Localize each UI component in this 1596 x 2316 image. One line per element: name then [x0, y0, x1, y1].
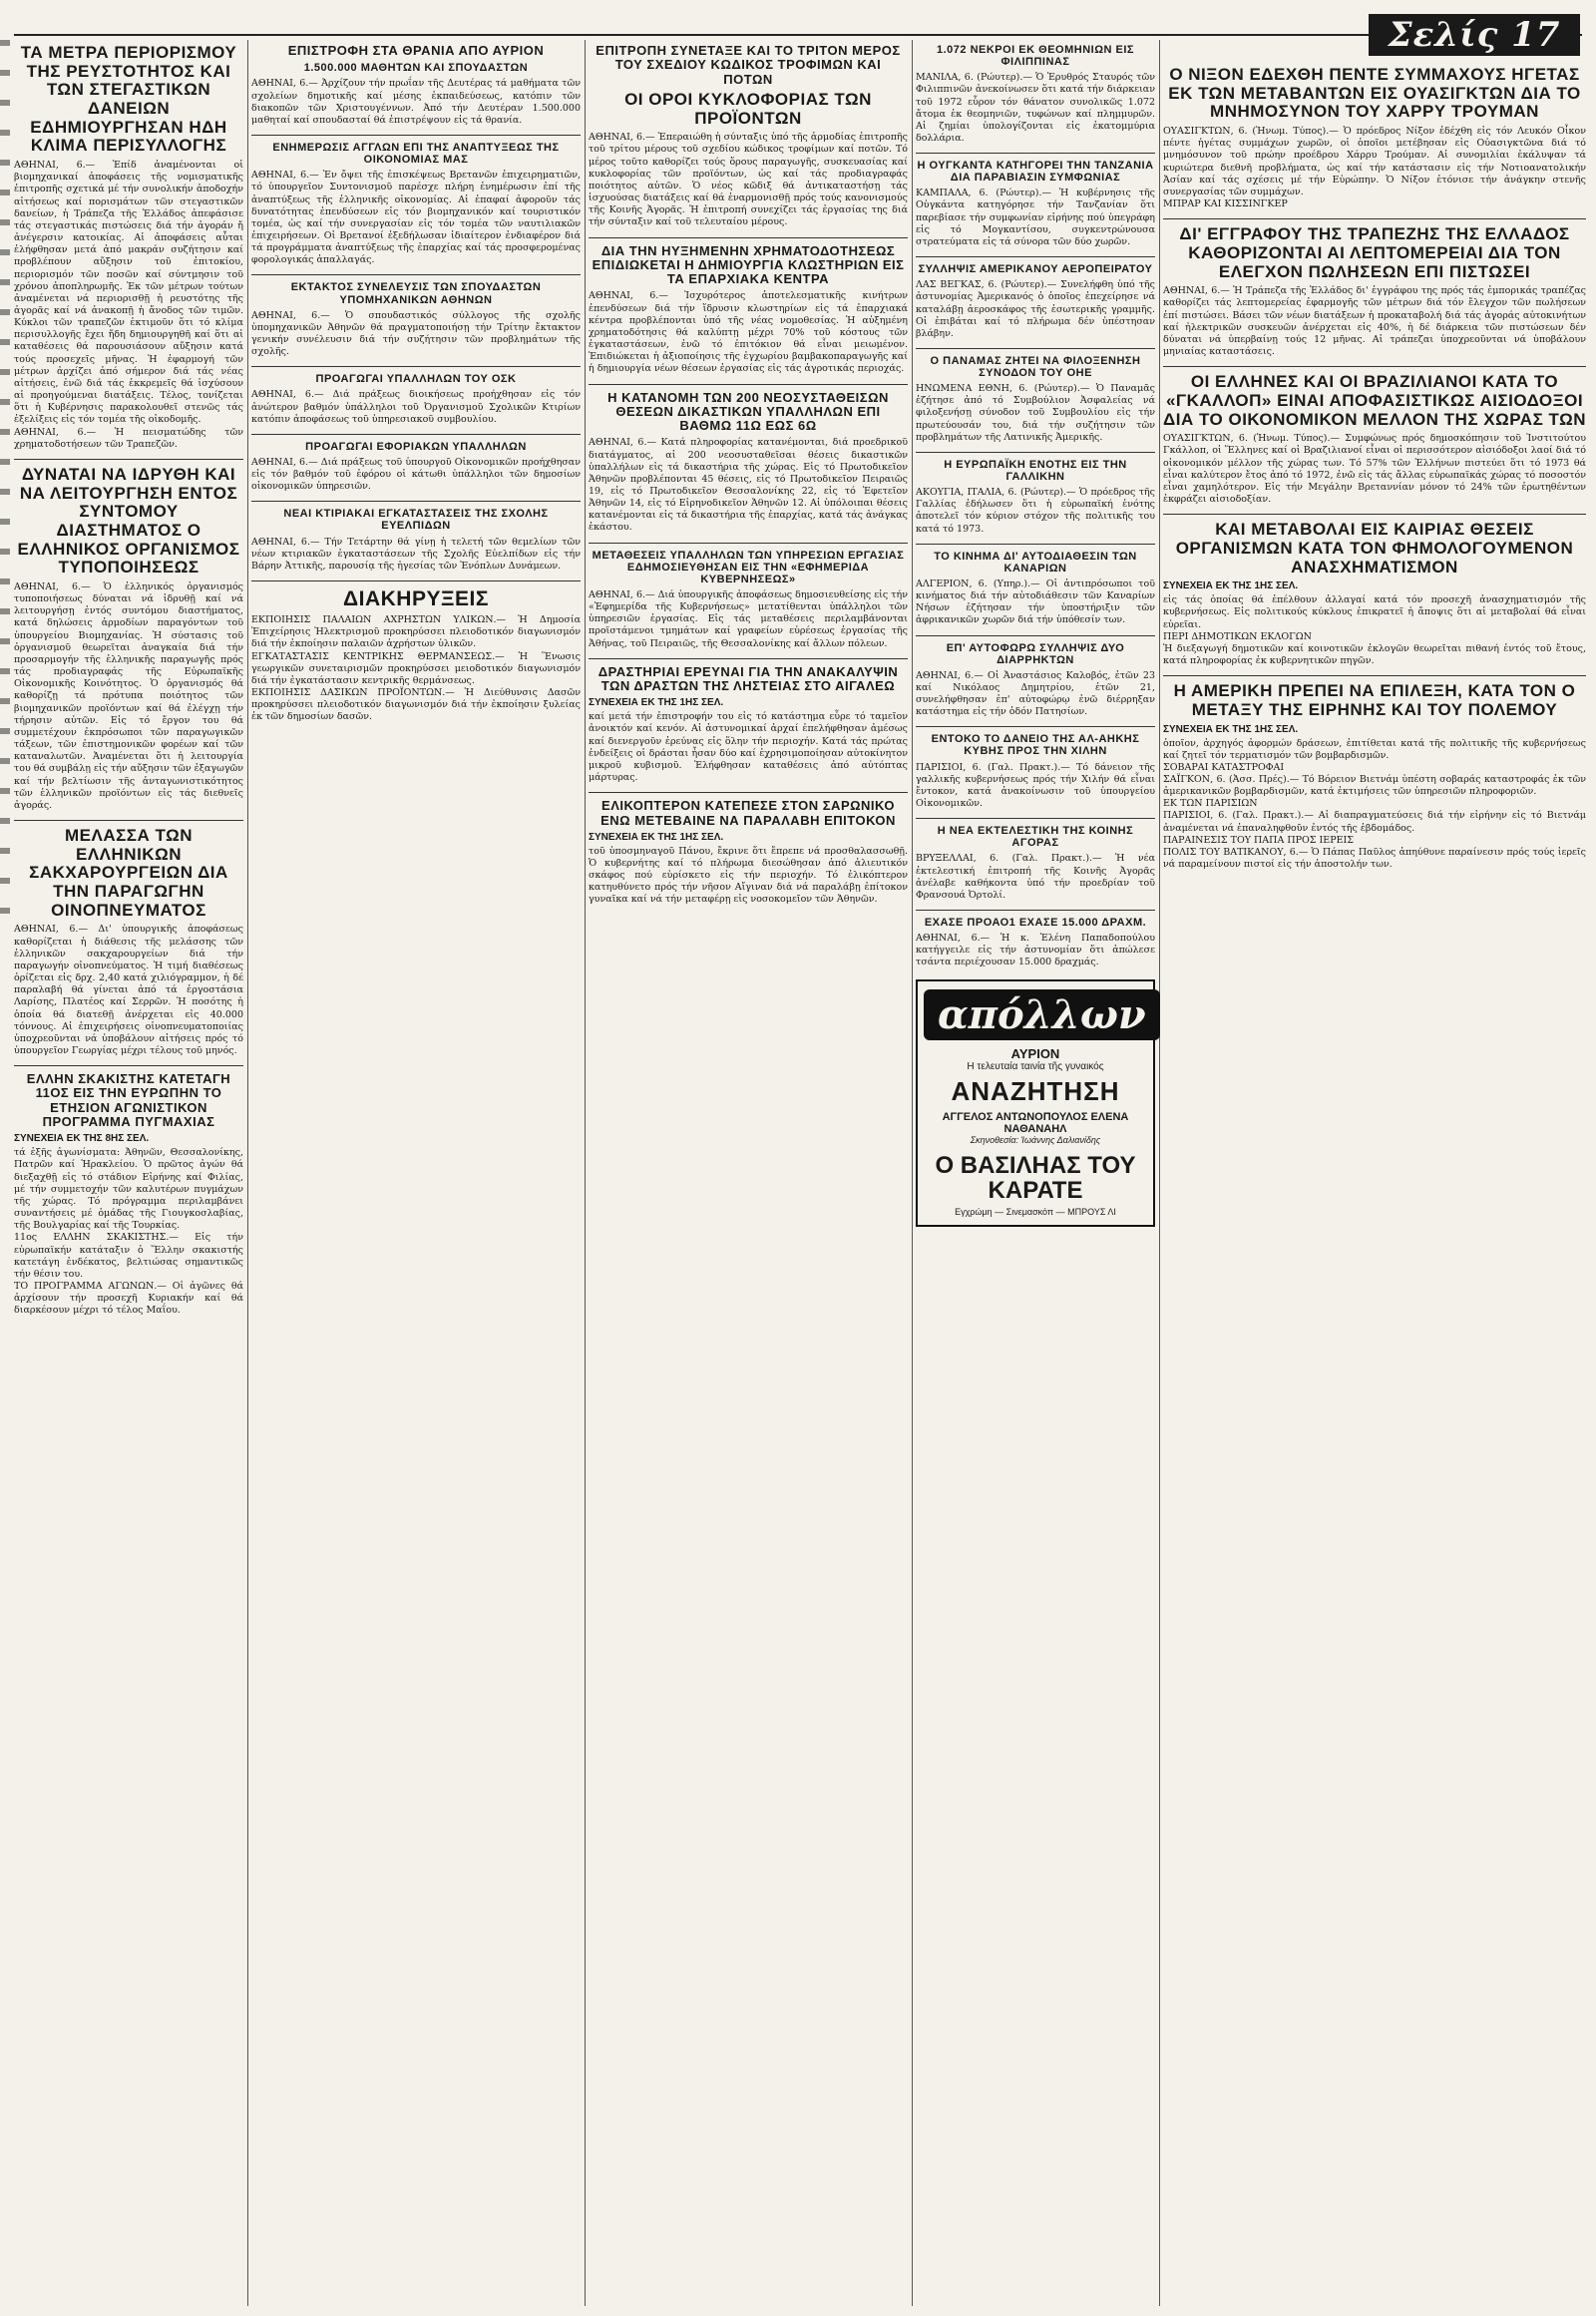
article-subhead: ΟΙ ΟΡΟΙ ΚΥΚΛΟΦΟΡΙΑΣ ΤΩΝ ΠΡΟΪΟΝΤΩΝ [624, 89, 872, 128]
article-headline: ΕΝΗΜΕΡΩΣΙΣ ΑΓΓΛΩΝ ΕΠΙ ΤΗΣ ΑΝΑΠΤΥΞΕΩΣ ΤΗΣ ΟΙΚΟΝΟΜΙΑΣ ΜΑΣ [272, 142, 560, 167]
article-headline: ΤΟ ΚΙΝΗΜΑ ΔΙ' ΑΥΤΟΔΙΑΘΕΣΙΝ ΤΩΝ ΚΑΝΑΡΙΩΝ [934, 550, 1137, 575]
article-credit-sales [1163, 224, 1590, 358]
ad-second-film-title: Ο ΒΑΣΙΛΗΑΣ ΤΟΥ ΚΑΡΑΤΕ [935, 1151, 1136, 1204]
article-hijacker [916, 263, 1159, 340]
article-america-choice [1163, 682, 1586, 871]
article-body: ΚΑΜΠΑΛΑ, 6. (Ρώυτερ).— Ἡ κυβέρνησις τῆς Οὐγκάντα κατηγόρησε τήν Τανζανίαν ὅτι παρεβίασε τήν συμφωνίαν εἰρήνης πού ὑπεγράφη εἰς τό Μογκαντίσου, συγκεντρώνουσα στρατεύματα εἰς τά σύνορα τῶν δύο χωρῶν. [916, 188, 1159, 247]
article-headline: ΕΝΤΟΚΟ ΤΟ ΔΑΝΕΙΟ ΤΗΣ ΑΛ-ΑΗΚΗΣ ΚΥΒΗΣ ΠΡΟΣ ΤΗΝ ΧΙΛΗΝ [931, 733, 1140, 758]
ad-tagline: Η τελευταία ταινία τῆς γυναικός [967, 1060, 1104, 1072]
article-body: ΑΚΟΥΓΙΑ, ΙΤΑΛΙΑ, 6. (Ρώυτερ).— Ὁ πρόεδρος τῆς Γαλλίας ἐδήλωσεν ὅτι ἡ εὐρωπαϊκή ἑνότης ἀποτελεῖ τόν κύριον στόχον τῆς πολιτικῆς του κατά τό 1973. [916, 487, 1159, 535]
divider [251, 580, 581, 581]
continuation-label: ΣΥΝΕΧΕΙΑ ΕΚ ΤΗΣ 8ΗΣ ΣΕΛ. [14, 1133, 150, 1145]
article-burglars [916, 641, 1159, 719]
article-headline: ΕΠ' ΑΥΤΟΦΩΡΩ ΣΥΛΛΗΨΙΣ ΔΥΟ ΔΙΑΡΡΗΚΤΩΝ [946, 641, 1125, 666]
article-body: ΠΑΡΙΣΙΟΙ, 6. (Γαλ. Πρακτ.).— Τό δάνειον τῆς γαλλικῆς κυβερνήσεως πρός τήν Χιλήν θά εἶναι ἔντοκον, κατά ἀνακοίνωσιν τοῦ ὑπουργείου Οἰκονομικῶν. [916, 761, 1159, 810]
article-headline: Η ΕΥΡΩΠΑΪΚΗ ΕΝΟΤΗΣ ΕΙΣ ΤΗΝ ΓΑΛΛΙΚΗΝ [944, 458, 1127, 484]
masthead-spacer [1163, 40, 1586, 62]
article-european-unity [916, 458, 1159, 536]
article-body: ΜΑΝΙΛΑ, 6. (Ρώυτερ).— Ὁ Ἐρυθρός Σταυρός τῶν Φιλιππινῶν ἀνεκοίνωσεν ὅτι κατά τήν διάρκειαν τοῦ 1972 εὗρον τόν θάνατον συνολικῶς 1.072 ἄτομα ἐκ θεομηνιῶν, τυφώνων καί πλημμυρῶν. Αἱ ζημίαι ὑπολογίζονται εἰς ἑκατομμύρια δολλάρια. [916, 72, 1159, 144]
column-2 [251, 40, 585, 2306]
article-body: ὁποῖον, ἀρχηγός ἀφορμών δράσεων, ἐπιτίθεται κατά τῆς πολιτικῆς τῆς κυβερνήσεως καί ζητεῖ τόν τερματισμόν τῶν βομβαρδισμῶν. ΣΟΒΑΡΑΙ ΚΑΤΑΣΤΡΟΦΑΙ ΣΑΪΓΚΟΝ, 6. (Ἀσσ. Πρές).— Τό Βόρειον Βιετνάμ ὑπέστη σοβαράς καταστροφάς ἐκ τῶν ἀμερικανικῶν βομβαρδισμῶν, κατά ἐκτιμήσεις τῶν ὑπηρεσιῶν πληροφοριῶν. ΕΚ ΤΩΝ ΠΑΡΙΣΙΩΝ ΠΑΡΙΣΙΟΙ, 6. (Γαλ. Πρακτ.).— Αἱ διαπραγματεύσεις διά τήν εἰρήνην εἰς τό Βιετνάμ ἀναμένεται νά ἐπαναληφθοῦν ἐντός τῆς ἑβδομάδος. ΠΑΡΑΙΝΕΣΙΣ ΤΟΥ ΠΑΠΑ ΠΡΟΣ ΙΕΡΕΙΣ ΠΟΛΙΣ ΤΟΥ ΒΑΤΙΚΑΝΟΥ, 6.— Ὁ Πάπας Παῦλος ἀπηύθυνε παραίνεσιν πρός τούς ἱερεῖς νά παραμείνουν πιστοί εἰς τήν ἀποστολήν των. [1163, 737, 1586, 871]
article-body: τά ἑξῆς ἀγωνίσματα: Ἀθηνῶν, Θεσσαλονίκης, Πατρῶν καί Ἡρακλείου. Ὁ πρῶτος ἀγών θά διεξαχθῇ εἰς τό στάδιον Εἰρήνης καί Φιλίας, μέ τήν συμμετοχήν τῶν καλυτέρων πυγμάχων τῆς χώρας. Τό πρόγραμμα περιλαμβάνει συναντήσεις μέ ὁμάδας τῆς Γιουγκοσλαβίας, τῆς Βουλγαρίας καί τῆς Τουρκίας. 11ος ΕΛΛΗΝ ΣΚΑΚΙΣΤΗΣ.— Εἰς τήν εὐρωπαϊκήν κατάταξιν ὁ Ἕλλην σκακιστής κατετάγη ἑνδέκατος, βελτιώσας σημαντικῶς τήν θέσιν του. ΤΟ ΠΡΟΓΡΑΜΜΑ ΑΓΩΝΩΝ.— Οἱ ἀγῶνες θά ἀρχίσουν τήν προσεχῆ Κυριακήν καί θά διαρκέσουν μέχρι τό τέλος Μαΐου. [14, 1147, 243, 1317]
divider [1163, 366, 1586, 367]
article-body: ΑΘΗΝΑΙ, 6.— Ἀρχίζουν τήν πρωΐαν τῆς Δευτέρας τά μαθήματα τῶν σχολείων δημοτικῆς καί μέσης ἐκπαιδεύσεως, κατόπιν τῶν διακοπῶν τῶν Χριστουγέννων. Ἀπό τήν Δευτέραν 1.500.000 μαθηταί καί σπουδασταί θά ἐπιστρέψουν εἰς τά θρανία. [251, 78, 585, 126]
article-body: ΟΥΑΣΙΓΚΤΩΝ, 6. (Ἡνωμ. Τύπος).— Ὁ πρόεδρος Νίξον ἐδέχθη εἰς τόν Λευκόν Οἶκον πέντε ἡγέτας συμμάχων χωρῶν, οἱ ὁποῖοι μετέβησαν εἰς Οὐασιγκτῶνα διά τό μνημόσυνον τοῦ πρώην προέδρου Χάρρυ Τρούμαν. Αἱ συνομιλίαι ἐκάλυψαν τά κυριώτερα διεθνῆ προβλήματα, ὡς καί τήν κατάστασιν εἰς τήν Νοτιοανατολικήν Ἀσίαν καί τάς σχέσεις μέ τήν Εὐρώπην. Ὁ Νίξον ἐτόνισε τήν ἀνάγκην στενῆς συνεργασίας τῶν συμμάχων. ΜΠΡΑΡ ΚΑΙ ΚΙΣΣΙΝΓΚΕΡ [1163, 126, 1586, 209]
article-body: καί μετά τήν ἐπιστροφήν του εἰς τό κατάστημα εὗρε τό ταμεῖον ἀνοικτόν καί κενόν. Αἱ ἀστυνομικαί ἀρχαί ἐπελήφθησαν ἀμέσως καί διενεργοῦν ἐρεύνας εἰς ὅλην τήν περιοχήν. Κατά τάς πρώτας ἐνδείξεις οἱ δράσται ἦσαν δύο καί ἐχρησιμοποίησαν αὐτοκίνητον μικροῦ κυβισμοῦ. Ἐλήφθησαν καταθέσεις ἀπό αὐτόπτας μάρτυρας. [589, 711, 912, 784]
column-divider [247, 40, 248, 2306]
article-helicopter [589, 798, 912, 906]
article-tax-promotions [251, 440, 585, 494]
article-body: ΑΘΗΝΑΙ, 6.— Ἐπίδ ἀναμένονται οἱ βιομηχανικαί ἀποφάσεις τῆς νομισματικῆς ἐπιτροπῆς σχετικά μέ τήν συνολικήν ἀποδοχήν αἰτήσεως καί πορισμάτων τῶν στεγαστικῶν δανείων, ἡ Τράπεζα τῆς Ἑλλάδος ἀπεφάσισε τάς στεγαστικάς πιστώσεις διά τήν ἀγοράν ἤ ἀνέγερσιν κατοικίας. Αἱ ἀποφάσεις αὗται ἐλήφθησαν μετά ἀπό μακράν συζήτησιν καί προβλέπουν αὔξησιν τοῦ ἐπιτοκίου, περιορισμόν τῶν ποσῶν καί σύντμησιν τοῦ χρόνου ἀποπληρωμῆς. Ἐκ τῶν μέτρων τούτων ἀναμένεται νά περιορισθῇ ἡ ρευστότης τῆς ἀγορᾶς καί νά ἀνακοπῇ ἡ ἄνοδος τῶν τιμῶν. Κύκλοι τῶν τραπεζῶν ἐκτιμοῦν ὅτι τό κλίμα περισυλλογῆς ἔχει ἤδη δημιουργηθῆ καί ὅτι αἱ καταθέσεις θά παρουσιάσουν αὔξησιν κατά τούς προσεχεῖς μῆνας. Ἡ ἐφαρμογή τῶν μέτρων ἀρχίζει ἀπό σήμερον διά τάς νέας αἰτήσεις, ἐνῶ διά τάς ἐκκρεμεῖς θά ἰσχύσουν αἱ προηγούμεναι διατάξεις. Τέλος, τονίζεται ὅτι ἡ Κυβέρνησις παρακολουθεῖ στενῶς τάς ἐξελίξεις εἰς τόν τομέα τῆς οἰκοδομῆς. ΑΘΗΝΑΙ, 6.— Ἡ πεισματώδης τῶν χρηματοδοτήσεων τῶν Τραπεζῶν. [14, 160, 243, 450]
page-number-masthead: Σελίς 17 [1369, 14, 1580, 56]
article-headline: ΕΛΙΚΟΠΤΕΡΟΝ ΚΑΤΕΠΕΣΕ ΣΤΟΝ ΣΑΡΩΝΙΚΟ ΕΝΩ ΜΕΤΕΒΑΙΝΕ ΝΑ ΠΑΡΑΛΑΒΗ ΕΠΙΤΟΚΟΝ [600, 798, 896, 828]
article-liquidity-measures [14, 44, 243, 451]
article-body: ΑΘΗΝΑΙ, 6.— Κατά πληροφορίας κατανέμονται, διά προεδρικοῦ διατάγματος, αἱ 200 νεοσυσταθεῖσαι θέσεις δικαστικῶν ὑπαλλήλων εἰς τά δικαστήρια τῆς χώρας. Εἰς τό Πρωτοδικεῖον Ἀθηνῶν προβλέπονται 45 θέσεις, εἰς τό Πρωτοδικεῖον Πειραιῶς 19, εἰς τό Πρωτοδικεῖον Θεσσαλονίκης 22, εἰς τό Ἐφετεῖον Ἀθηνῶν 14, εἰς τό Εἰρηνοδικεῖον Ἀθηνῶν 12. Αἱ ὑπόλοιπαι θέσεις κατανέμονται εἰς τά δικαστήρια τῆς ἐπαρχίας, κατά τάς ἀνάγκας ἑκάστου. [589, 437, 912, 534]
continuation-label: ΣΥΝΕΧΕΙΑ ΕΚ ΤΗΣ 1ΗΣ ΣΕΛ. [1163, 580, 1299, 592]
divider [251, 366, 581, 367]
article-headline: ΝΕΑΙ ΚΤΙΡΙΑΚΑΙ ΕΓΚΑΤΑΣΤΑΣΕΙΣ ΤΗΣ ΣΧΟΛΗΣ ΕΥΕΛΠΙΔΩΝ [283, 508, 549, 533]
article-body: τοῦ ὑποσμηναγοῦ Πάνου, ἔκρινε ὅτι ἔπρεπε νά προσθαλασσωθῇ. Ὁ κυβερνήτης καί τό πλήρωμα διεσώθησαν ἀπό ἁλιευτικόν σκάφος πού εὑρίσκετο εἰς τήν περιοχήν. Τό ἐλικόπτερον κατηυθύνετο πρός τήν νῆσον Αἴγιναν διά νά παραλάβῃ ἐπίτοκον γυναῖκα καί νά τήν μεταφέρῃ εἰς νοσοκομεῖον τῶν Ἀθηνῶν. [589, 845, 912, 906]
article-osk-promotions [251, 373, 585, 426]
column-divider [1159, 40, 1160, 2306]
article-headline: ΕΛΛΗΝ ΣΚΑΚΙΣΤΗΣ ΚΑΤΕΤΑΓΗ 11ΟΣ ΕΙΣ ΤΗΝ ΕΥΡΩΠΗΝ ΤΟ ΕΤΗΣΙΟΝ ΑΓΩΝΙΣΤΙΚΟΝ ΠΡΟΓΡΑΜΜΑ ΠΥΓΜΑΧΙΑΣ [26, 1071, 231, 1130]
divider [589, 658, 908, 659]
article-headline: ΜΕΛΑΣΣΑ ΤΩΝ ΕΛΛΗΝΙΚΩΝ ΣΑΚΧΑΡΟΥΡΓΕΙΩΝ ΔΙΑ ΤΗΝ ΠΑΡΑΓΩΓΗΝ ΟΙΝΟΠΝΕΥΜΑΤΟΣ [29, 825, 228, 920]
article-subhead: 1.500.000 ΜΑΘΗΤΩΝ ΚΑΙ ΣΠΟΥΔΑΣΤΩΝ [303, 62, 529, 75]
article-headline: ΔΥΝΑΤΑΙ ΝΑ ΙΔΡΥΘΗ ΚΑΙ ΝΑ ΛΕΙΤΟΥΡΓΗΣΗ ΕΝΤΟΣ ΣΥΝΤΟΜΟΥ ΔΙΑΣΤΗΜΑΤΟΣ Ο ΕΛΛΗΝΙΚΟΣ ΟΡΓΑΝΙΣΜΟΣ ΤΥΠΟΠΟΙΗΣΕΩΣ [17, 464, 240, 578]
article-back-to-school [251, 43, 585, 127]
article-body: ΟΥΑΣΙΓΚΤΩΝ, 6. (Ἡνωμ. Τύπος).— Συμφώνως πρός δημοσκόπησιν τοῦ Ἰνστιτούτου Γκάλλοπ, οἱ Ἕλληνες καί οἱ Βραζιλιανοί εἶναι οἱ περισσότερον αἰσιόδοξοι λαοί διά τό οἰκονομικόν μέλλον τῆς χώρας των. Τό 57% τῶν Ἑλλήνων πιστεύει ὅτι τό 1973 θά εἶναι καλύτερον ἔτος ἀπό τό 1972, ἐνῶ εἰς τάς ἄλλας εὐρωπαϊκάς χώρας τό ποσοστόν εἶναι χαμηλότερον. Εἰς τήν Μεγάλην Βρεταννίαν μόνον τό 24% τῶν ἐρωτηθέντων ἐκφράζει αἰσιοδοξίαν. [1163, 433, 1590, 505]
page-edge-binding [0, 40, 10, 938]
article-headline: Η ΝΕΑ ΕΚΤΕΛΕΣΤΙΚΗ ΤΗΣ ΚΟΙΝΗΣ ΑΓΟΡΑΣ [937, 825, 1134, 850]
article-body: ΑΘΗΝΑΙ, 6.— Διά ὑπουργικῆς ἀποφάσεως δημοσιευθείσης εἰς τήν «Ἐφημερίδα τῆς Κυβερνήσεως» μετατίθενται ὑπάλληλοι τῶν ὑπηρεσιῶν ἐργασίας. Εἰς τάς μεταθέσεις περιλαμβάνονται προϊστάμενοι τμημάτων καί γραφείων εὑρέσεως ἐργασίας τῆς Ἀθήνας, τοῦ Πειραιῶς, τῆς Θεσσαλονίκης καί ἄλλων πόλεων. [589, 588, 912, 649]
article-common-market [916, 825, 1159, 902]
article-body: ΗΝΩΜΕΝΑ ΕΘΝΗ, 6. (Ρώυτερ).— Ὁ Παναμᾶς ἐζήτησε ἀπό τό Συμβούλιον Ἀσφαλείας νά φιλοξενήσῃ σύνοδον τοῦ Συμβουλίου εἰς τήν πρωτεύουσάν του, διά τήν συζήτησιν τῶν προβλημάτων τῆς Λατινικῆς Ἀμερικῆς. [916, 383, 1159, 443]
divider [916, 348, 1155, 349]
divider [916, 153, 1155, 154]
article-headline: 1.072 ΝΕΚΡΟΙ ΕΚ ΘΕΟΜΗΝΙΩΝ ΕΙΣ ΦΙΛΙΠΠΙΝΑΣ [936, 44, 1135, 69]
article-canaries [916, 550, 1159, 627]
article-standardization-org [14, 464, 247, 812]
article-robbery-aigaleo [589, 663, 912, 785]
apollon-logo: απόλλων [924, 989, 1160, 1040]
ad-director: Σκηνοθεσία: Ἰωάννης Δαλιανίδης [970, 1134, 1101, 1145]
cinema-advertisement [916, 979, 1155, 1227]
top-rule [14, 34, 1582, 36]
ad-film-title: ΑΝΑΖΗΤΗΣΗ [951, 1075, 1120, 1106]
column-3 [589, 40, 912, 2306]
article-body: ΑΘΗΝΑΙ, 6.— Οἱ Ἀναστάσιος Καλοβός, ἐτῶν 23 καί Νικόλαος Δημητρίου, ἐτῶν 21, συνελήφθησαν ἐπ' αὐτοφώρῳ ἐνῶ διέρρηξαν κατάστημα εἰς τήν ὁδόν Πατησίων. [916, 669, 1159, 718]
continuation-label: ΣΥΝΕΧΕΙΑ ΕΚ ΤΗΣ 1ΗΣ ΣΕΛ. [1163, 723, 1299, 735]
article-headline: ΠΡΟΑΓΩΓΑΙ ΕΦΟΡΙΑΚΩΝ ΥΠΑΛΛΗΛΩΝ [305, 440, 527, 453]
divider [251, 274, 581, 275]
article-reshuffle [1163, 521, 1586, 667]
divider [589, 792, 908, 793]
article-headline: ΤΑ ΜΕΤΡΑ ΠΕΡΙΟΡΙΣΜΟΥ ΤΗΣ ΡΕΥΣΤΟΤΗΤΟΣ ΚΑΙ ΤΩΝ ΣΤΕΓΑΣΤΙΚΩΝ ΔΑΝΕΙΩΝ ΕΔΗΜΙΟΥΡΓΗΣΑΝ ΗΔΗ ΚΛΙΜΑ ΠΕΡΙΣΥΛΛΟΓΗΣ [20, 43, 237, 156]
article-body: ΑΛΓΕΡΙΟΝ, 6. (Υπηρ.).— Οἱ ἀντιπρόσωποι τοῦ κινήματος διά τήν αὐτοδιάθεσιν τῶν Καναρίων Νήσων ἐζήτησαν τήν ὑποστήριξιν τῶν ἀφρικανικῶν χωρῶν διά τήν ὑπόθεσίν των. [916, 578, 1159, 626]
divider [916, 726, 1155, 727]
article-body: ΑΘΗΝΑΙ, 6.— Δι' ὑπουργικῆς ἀποφάσεως καθορίζεται ἡ διάθεσις τῆς μελάσσης τῶν ἑλληνικῶν σακχαρουργείων διά τήν παραγωγήν οἰνοπνεύματος. Ἡ τιμή διαθέσεως ὁρίζεται εἰς δρχ. 2,40 κατά χιλιόγραμμον, ἡ δέ παραλαβή θά γίνεται ἀπό τά ἐργοστάσια Λαρίσης, Πλατέος καί Σερρῶν. Ἡ ποσότης ἡ ὁποία θά διατεθῇ ἀνέρχεται εἰς 40.000 τόννους. Αἱ ἐπιχειρήσεις οἰνοπνευματοποιίας ὑποχρεοῦνται νά ὑποβάλουν αἰτήσεις πρός τό ὑπουργεῖον Γεωργίας μέχρι τέλους τοῦ μηνός. [14, 924, 247, 1056]
ad-date: ΑΥΡΙΟΝ [1010, 1045, 1060, 1061]
divider [251, 501, 581, 502]
article-body: εἰς τάς ὁποίας θά ἐπέλθουν ἀλλαγαί κατά τόν προσεχῆ ἀνασχηματισμόν τῆς κυβερνήσεως. Εἰς πολιτικούς κύκλους ἐπικρατεῖ ἡ ἄποψις ὅτι αἱ μεταβολαί θά εἶναι εὐρεῖαι. ΠΕΡΙ ΔΗΜΟΤΙΚΩΝ ΕΚΛΟΓΩΝ Ἡ διεξαγωγή δημοτικῶν καί κοινοτικῶν ἐκλογῶν θεωρεῖται πιθανή ἐντός τοῦ ἔτους, κατά πληροφορίας ἐκ κυβερνητικῶν πηγῶν. [1163, 594, 1586, 666]
article-headline: Η ΟΥΓΚΑΝΤΑ ΚΑΤΗΓΟΡΕΙ ΤΗΝ ΤΑΝΖΑΝΙΑ ΔΙΑ ΠΑΡΑΒΙΑΣΙΝ ΣΥΜΦΩΝΙΑΣ [917, 160, 1154, 185]
article-headline: ΜΕΤΑΘΕΣΕΙΣ ΥΠΑΛΛΗΛΩΝ ΤΩΝ ΥΠΗΡΕΣΙΩΝ ΕΡΓΑΣΙΑΣ ΕΔΗΜΟΣΙΕΥΘΗΣΑΝ ΕΙΣ ΤΗΝ «ΕΦΗΜΕΡΙΔΑ ΚΥΒΕΡΝΗΣΕΩΣ» [592, 549, 905, 585]
article-body: ΑΘΗΝΑΙ, 6.— Ἰσχυρότερος ἀποτελεσματικῆς κινήτρων ἐπενδύσεων διά τήν ἵδρυσιν κλωστηρίων εἰς τά ἐπαρχιακά κέντρα προβλέπονται ὑπό τῆς νέας νομοθεσίας. Ἡ αὐξημένη χρηματοδότησις θά καλύπτῃ μέχρι 70% τοῦ κόστους τῶν ἐγκαταστάσεων, ἐνῶ τό ἐπιτόκιον θά εἶναι μειωμένον. Ἐπιδιώκεται ἡ ἀξιοποίησις τῆς ἐγχωρίου βαμβακοπαραγωγῆς καί ἡ δημιουργία νέων θέσεων ἐργασίας εἰς τάς ἀγροτικάς περιοχάς. [589, 290, 912, 375]
article-court-employees [589, 389, 912, 535]
article-body: ΑΘΗΝΑΙ, 6.— Διά πράξεως τοῦ ὑπουργοῦ Οἰκονομικῶν προήχθησαν εἰς τόν βαθμόν τοῦ ἐφόρου οἱ κάτωθι ὑπάλληλοι τῶν δημοσίων οἰκονομικῶν ὑπηρεσιῶν. [251, 456, 585, 493]
article-headline: Η ΚΑΤΑΝΟΜΗ ΤΩΝ 200 ΝΕΟΣΥΣΤΑΘΕΙΣΩΝ ΘΕΣΕΩΝ ΔΙΚΑΣΤΙΚΩΝ ΥΠΑΛΛΗΛΩΝ ΕΠΙ ΒΑΘΜΩ 11Ω ΕΩΣ 6Ω [607, 389, 889, 434]
column-divider [912, 40, 913, 2306]
ad-cast: ΑΓΓΕΛΟΣ ΑΝΤΩΝΟΠΟΥΛΟΣ ΕΛΕΝΑ ΝΑΘΑΝΑΗΛ [942, 1110, 1129, 1135]
article-headline: ΔΡΑΣΤΗΡΙΑΙ ΕΡΕΥΝΑΙ ΓΙΑ ΤΗΝ ΑΝΑΚΑΛΥΨΙΝ ΤΩΝ ΔΡΑΣΤΩΝ ΤΗΣ ΛΗΣΤΕΙΑΣ ΣΤΟ ΑΙΓΑΛΕΩ [598, 663, 899, 693]
article-headline: ΣΥΛΛΗΨΙΣ ΑΜΕΡΙΚΑΝΟΥ ΑΕΡΟΠΕΙΡΑΤΟΥ [918, 263, 1153, 276]
article-lost-money [916, 917, 1159, 969]
article-body: ΕΚΠΟΙΗΣΙΣ ΠΑΛΑΙΩΝ ΑΧΡΗΣΤΩΝ ΥΛΙΚΩΝ.— Ἡ Δημοσία Ἐπιχείρησις Ἠλεκτρισμοῦ προκηρύσσει πλειοδοτικόν διαγωνισμόν διά τήν ἐκποίησιν παλαιῶν ἀχρήστων ὑλικῶν. ΕΓΚΑΤΑΣΤΑΣΙΣ ΚΕΝΤΡΙΚΗΣ ΘΕΡΜΑΝΣΕΩΣ.— Ἡ Ἕνωσις γεωργικῶν συνεταιρισμῶν προκηρύσσει μειοδοτικόν διαγωνισμόν διά τήν ἐγκατάστασιν κεντρικῆς θερμάνσεως. ΕΚΠΟΙΗΣΙΣ ΔΑΣΙΚΩΝ ΠΡΟΪΟΝΤΩΝ.— Ἡ Διεύθυνσις Δασῶν προκηρύσσει πλειοδοτικόν διαγωνισμόν διά τήν ἐκποίησιν ξυλείας ἐκ τῶν δημοσίων δασῶν. [251, 614, 581, 723]
column-1 [14, 40, 247, 2306]
continuation-label: ΣΥΝΕΧΕΙΑ ΕΚ ΤΗΣ 1ΗΣ ΣΕΛ. [589, 697, 724, 709]
continuation-label: ΣΥΝΕΧΕΙΑ ΕΚ ΤΗΣ 1ΗΣ ΣΕΛ. [589, 831, 724, 843]
divider [589, 237, 908, 238]
divider [916, 544, 1155, 545]
article-body: ΛΑΣ ΒΕΓΚΑΣ, 6. (Ρώυτερ).— Συνελήφθη ὑπό τῆς ἀστυνομίας Ἀμερικανός ὁ ὁποῖος ἐπεχείρησε νά καταλάβῃ ἀεροσκάφος τῆς ἐσωτερικῆς γραμμῆς. Οἱ ἐπιβάται καί τό πλήρωμα δέν ὑπέστησαν βλάβην. [916, 279, 1159, 339]
article-body: ΑΘΗΝΑΙ, 6.— Διά πράξεως διοικήσεως προήχθησαν εἰς τόν ἀνώτερον βαθμόν ὑπάλληλοι τοῦ Ὀργανισμοῦ Σχολικῶν Κτιρίων κατόπιν ἀποφάσεως τοῦ ὑπηρεσιακοῦ συμβουλίου. [251, 389, 585, 425]
article-gallup [1163, 372, 1590, 506]
divider [916, 452, 1155, 453]
divider [1163, 218, 1586, 219]
article-spinning-mills [589, 242, 912, 376]
article-body: ΒΡΥΞΕΛΛΑΙ, 6. (Γαλ. Πρακτ.).— Ἡ νέα ἐκτελεστική ἐπιτροπή τῆς Κοινῆς Ἀγορᾶς ἀνέλαβε καθήκοντα ὑπό τήν προεδρίαν τοῦ Φρανσουά Ὀρτολί. [916, 853, 1159, 901]
article-headline: ΕΧΑΣΕ ΠΡΟΑΟ1 ΕΧΑΣΕ 15.000 ΔΡΑΧΜ. [924, 917, 1147, 929]
article-body: ΑΘΗΝΑΙ, 6.— Ἡ Τράπεζα τῆς Ἑλλάδος δι' ἐγγράφου της πρός τάς ἐμπορικάς τραπέζας καθορίζει τάς λεπτομερείας ἐφαρμογῆς τῶν μέτρων διά τόν ἔλεγχον τῶν πωλήσεων ἐπί πιστώσει. Βάσει τῶν νέων διατάξεων ἡ προκαταβολή διά τάς ἀγοράς αὐτοκινήτων καί ἠλεκτρικῶν συσκευῶν ἀνέρχεται εἰς 40%, ἡ δέ διάρκεια τῶν πιστώσεων δέν δύναται νά ὑπερβαίνῃ τούς 12 μῆνας. Αἱ τράπεζαι ὑποχρεοῦνται νά ὑποβάλουν μηνιαίας καταστάσεις. [1163, 285, 1590, 357]
divider [916, 256, 1155, 257]
article-tenders [251, 587, 581, 724]
article-headline: ΔΙΑΚΗΡΥΞΕΙΣ [343, 587, 489, 611]
article-labour-transfers [589, 549, 912, 650]
column-divider [585, 40, 586, 2306]
divider [1163, 675, 1586, 676]
divider [14, 820, 243, 821]
article-food-code [589, 43, 912, 229]
article-headline: ΟΙ ΕΛΛΗΝΕΣ ΚΑΙ ΟΙ ΒΡΑΖΙΛΙΑΝΟΙ ΚΑΤΑ ΤΟ «ΓΚΑΛΛΟΠ» ΕΙΝΑΙ ΑΠΟΦΑΣΙΣΤΙΚΩΣ ΑΙΣΙΟΔΟΞΟΙ ΔΙΑ ΤΟ ΟΙΚΟΝΟΜΙΚΟΝ ΜΕΛΛΟΝ ΤΗΣ ΧΩΡΑΣ ΤΩΝ [1163, 372, 1586, 429]
article-philippines [916, 44, 1159, 145]
ad-format: Εγχρώμη — Σινεμασκόπ — ΜΠΡΟΥΣ ΛΙ [955, 1206, 1116, 1217]
article-panama [916, 354, 1159, 444]
article-body: ΑΘΗΝΑΙ, 6.— Ὁ σπουδαστικός σύλλογος τῆς σχολῆς ὑπομηχανικῶν Ἀθηνῶν θά πραγματοποιήσῃ τήν Τρίτην ἔκτακτον γενικήν συνέλευσιν διά τήν συζήτησιν τῶν προβλημάτων τῆς σχολῆς. [251, 309, 585, 358]
article-uganda [916, 160, 1159, 248]
article-headline: ΕΠΙΣΤΡΟΦΗ ΣΤΑ ΘΡΑΝΙΑ ΑΠΟ ΑΥΡΙΟΝ [287, 43, 545, 58]
divider [916, 910, 1155, 911]
article-evelpidon-school [251, 508, 585, 573]
divider [589, 543, 908, 544]
column-5 [1163, 40, 1590, 2306]
article-headline: Ο ΠΑΝΑΜΑΣ ΖΗΤΕΙ ΝΑ ΦΙΛΟΞΕΝΗΣΗ ΣΥΝΟΔΟΝ ΤΟΥ ΟΗΕ [930, 354, 1141, 380]
article-students-assembly [251, 281, 585, 358]
divider [589, 384, 908, 385]
article-body: ΑΘΗΝΑΙ, 6.— Ἡ κ. Ἐλένη Παπαδοπούλου κατήγγειλε εἰς τήν ἀστυνομίαν ὅτι ἀπώλεσε τσάντα περιέχουσαν 15.000 δραχμάς. [916, 933, 1159, 968]
divider [14, 459, 243, 460]
article-body: ΑΘΗΝΑΙ, 6.— Ἐν ὄψει τῆς ἐπισκέψεως Βρετανῶν ἐπιχειρηματιῶν, τό ὑπουργεῖον Συντονισμοῦ παρέσχε πλήρη ἐνημέρωσιν ἐπί τῆς ἀναπτύξεως τῆς ἑλληνικῆς οἰκονομίας. Αἱ ἐπαφαί ἀφοροῦν τάς δυνατότητας ἐπενδύσεων εἰς τόν βιομηχανικόν καί τουριστικόν τομέα, ὡς καί τήν συνεργασίαν εἰς τόν τομέα τῶν ναυτιλιακῶν ἐπιχειρήσεων. Οἱ Βρετανοί ἐξεδήλωσαν ἰδιαίτερον ἐνδιαφέρον διά τά προγράμματα ἀναπτύξεως τῆς ἐπαρχίας καί τάς προσφερομένας φορολογικάς ἀπαλλαγάς. [251, 170, 585, 266]
article-british-briefing [251, 142, 585, 266]
column-4 [916, 40, 1159, 2306]
divider [916, 635, 1155, 636]
article-headline: Ο ΝΙΞΟΝ ΕΔΕΧΘΗ ΠΕΝΤΕ ΣΥΜΜΑΧΟΥΣ ΗΓΕΤΑΣ ΕΚ ΤΩΝ ΜΕΤΑΒΑΝΤΩΝ ΕΙΣ ΟΥΑΣΙΓΚΤΩΝ ΔΙΑ ΤΟ ΜΝΗΜΟΣΥΝΟΝ ΤΟΥ ΧΑΡΡΥ ΤΡΟΥΜΑΝ [1168, 65, 1581, 122]
divider [251, 135, 581, 136]
article-body: ΑΘΗΝΑΙ, 6.— Ἐπεραιώθη ἡ σύνταξις ὑπό τῆς ἁρμοδίας ἐπιτροπῆς τοῦ τρίτου μέρους τοῦ σχεδίου κώδικος τροφίμων καί ποτῶν. Τό μέρος τοῦτο καθορίζει τούς ὅρους παραγωγῆς, συσκευασίας καί κυκλοφορίας τῶν προϊόντων, ὡς καί τάς προδιαγραφάς ποιότητος αὐτῶν. Ὁ νέος κῶδιξ θά ἀντικαταστήσῃ τάς ἰσχυούσας διατάξεις καί θά ἐναρμονισθῇ πρός τούς κανονισμούς τῆς Κοινῆς Ἀγορᾶς. Ἡ ἐπιτροπή συνεχίζει τάς ἐργασίας της διά τήν σύνταξιν καί τοῦ τελευταίου μέρους. [589, 132, 912, 228]
article-headline: ΕΚΤΑΚΤΟΣ ΣΥΝΕΛΕΥΣΙΣ ΤΩΝ ΣΠΟΥΔΑΣΤΩΝ ΥΠΟΜΗΧΑΝΙΚΩΝ ΑΘΗΝΩΝ [290, 281, 542, 306]
article-headline: ΚΑΙ ΜΕΤΑΒΟΛΑΙ ΕΙΣ ΚΑΙΡΙΑΣ ΘΕΣΕΙΣ ΟΡΓΑΝΙΣΜΩΝ ΚΑΤΑ ΤΟΝ ΦΗΜΟΛΟΓΟΥΜΕΝΟΝ ΑΝΑΣΧΗΜΑΤΙΣΜΟΝ [1175, 520, 1574, 577]
article-chess-boxing [14, 1072, 243, 1317]
article-body: ΑΘΗΝΑΙ, 6.— Τήν Τετάρτην θά γίνῃ ἡ τελετή τῶν θεμελίων τῶν νέων κτιριακῶν ἐγκαταστάσεων τῆς Σχολῆς Εὐελπίδων εἰς τήν Βάρην Ἀττικῆς, παρουσίᾳ τῆς ἡγεσίας τῶν Ἐνόπλων Δυνάμεων. [251, 536, 585, 572]
article-chile-loan [916, 733, 1159, 810]
divider [1163, 514, 1586, 515]
article-body: ΑΘΗΝΑΙ, 6.— Ὁ ἑλληνικός ὀργανισμός τυποποιήσεως δύναται νά ἱδρυθῇ καί νά λειτουργήσῃ ἐντός συντόμου διαστήματος, κατά δηλώσεις ἁρμοδίων παραγόντων τοῦ ὑπουργείου Βιομηχανίας. Ἡ σύστασις τοῦ ὀργανισμοῦ θεωρεῖται ἀναγκαία διά τήν προσαρμογήν τῆς ἑλληνικῆς παραγωγῆς πρός τάς προδιαγραφάς τῆς Εὐρωπαϊκῆς Οἰκονομικῆς Κοινότητος. Ὁ ὀργανισμός θά καθορίζῃ τά πρότυπα ποιότητος τῶν βιομηχανικῶν προϊόντων καί θά ἐλέγχῃ τήν τήρησιν αὐτῶν. Εἰς τό ἔργον του θά συμμετέχουν ἐκπρόσωποι τῶν παραγωγικῶν τάξεων, τῶν ἐπιστημονικῶν φορέων καί τῶν καταναλωτῶν. Ἀναμένεται ὅτι ἡ λειτουργία του θά συμβάλῃ εἰς τήν αὔξησιν τῶν ἐξαγωγῶν καί τήν βελτίωσιν τῆς ἀνταγωνιστικότητος τῶν ἑλληνικῶν προϊόντων εἰς τάς διεθνεῖς ἀγοράς. [14, 581, 247, 811]
divider [251, 434, 581, 435]
article-headline: ΔΙ' ΕΓΓΡΑΦΟΥ ΤΗΣ ΤΡΑΠΕΖΗΣ ΤΗΣ ΕΛΛΑΔΟΣ ΚΑΘΟΡΙΖΟΝΤΑΙ ΑΙ ΛΕΠΤΟΜΕΡΕΙΑΙ ΔΙΑ ΤΟΝ ΕΛΕΓΧΟΝ ΠΩΛΗΣΕΩΝ ΕΠΙ ΠΙΣΤΩΣΕΙ [1179, 224, 1570, 281]
article-headline: ΠΡΟΑΓΩΓΑΙ ΥΠΑΛΛΗΛΩΝ ΤΟΥ ΟΣΚ [315, 373, 517, 386]
article-headline: ΔΙΑ ΤΗΝ ΗΥΞΗΜΕΝΗΝ ΧΡΗΜΑΤΟΔΟΤΗΣΕΩΣ ΕΠΙΔΙΩΚΕΤΑΙ Η ΔΗΜΙΟΥΡΓΙΑ ΚΛΩΣΤΗΡΙΩΝ ΕΙΣ ΤΑ ΕΠΑΡΧΙΑΚΑ ΚΕΝΤΡΑ [592, 242, 905, 287]
article-molasses [14, 825, 247, 1057]
article-headline: Η ΑΜΕΡΙΚΗ ΠΡΕΠΕΙ ΝΑ ΕΠΙΛΕΞΗ, ΚΑΤΑ ΤΟΝ Ο ΜΕΤΑΞΥ ΤΗΣ ΕΙΡΗΝΗΣ ΚΑΙ ΤΟΥ ΠΟΛΕΜΟΥ [1173, 681, 1576, 719]
article-headline: ΕΠΙΤΡΟΠΗ ΣΥΝΕΤΑΞΕ ΚΑΙ ΤΟ ΤΡΙΤΟΝ ΜΕΡΟΣ ΤΟΥ ΣΧΕΔΙΟΥ ΚΩΔΙΚΟΣ ΤΡΟΦΙΜΩΝ ΚΑΙ ΠΟΤΩΝ [596, 43, 901, 87]
article-nixon [1163, 66, 1586, 210]
divider [14, 1065, 243, 1066]
divider [916, 818, 1155, 819]
